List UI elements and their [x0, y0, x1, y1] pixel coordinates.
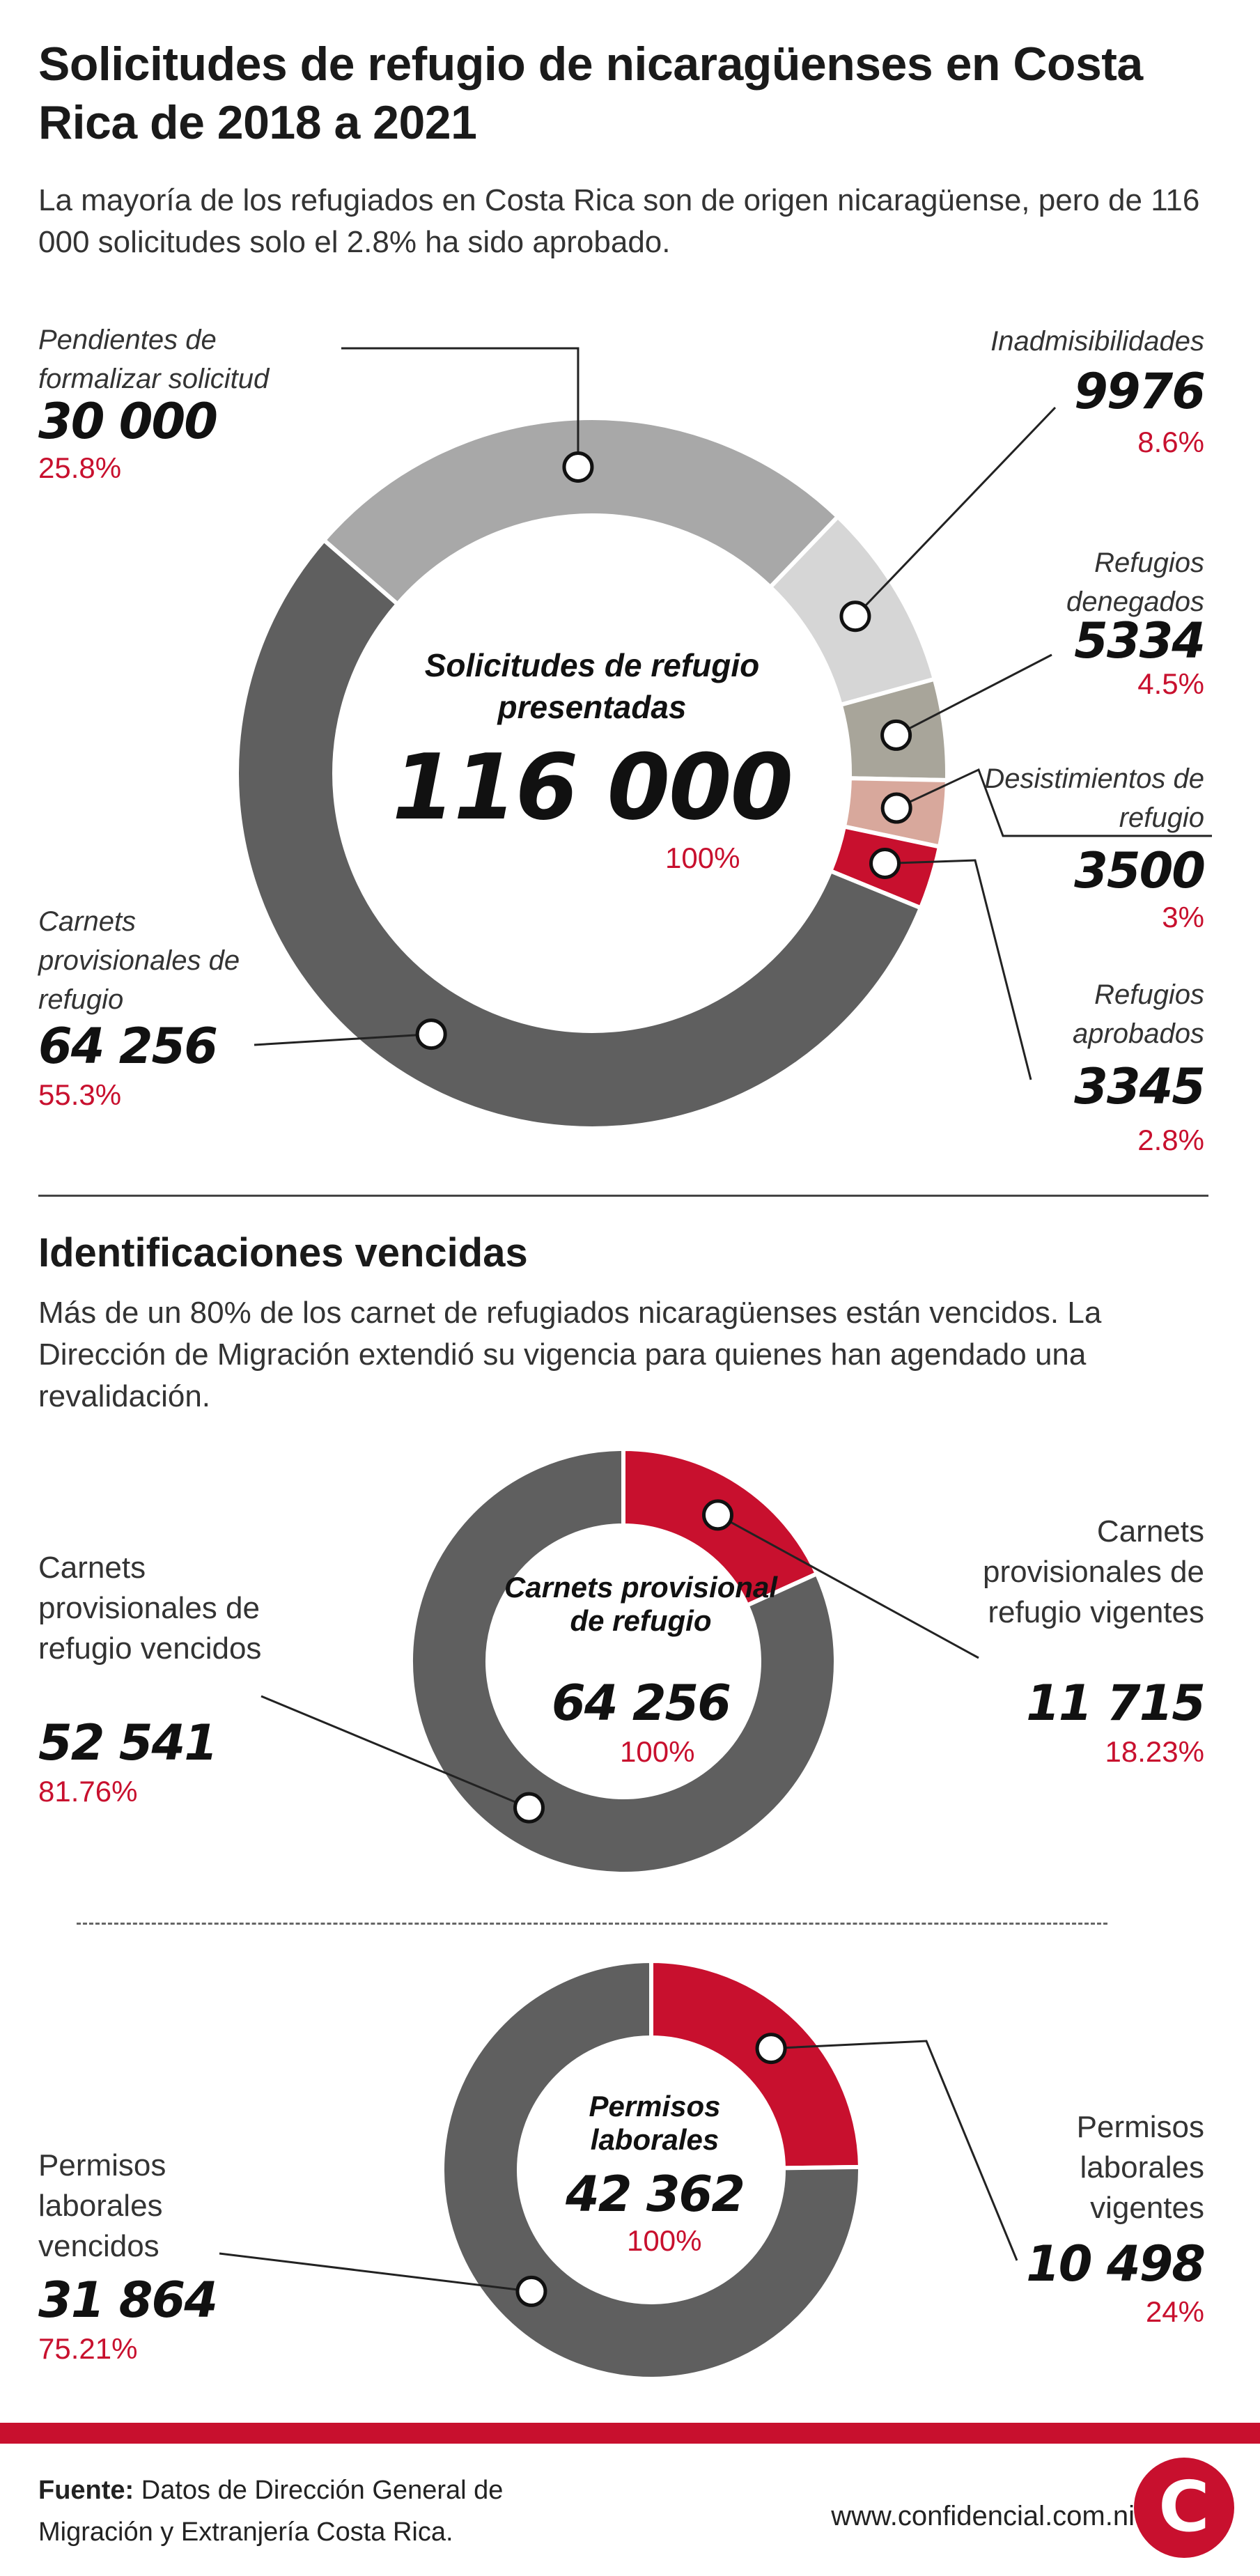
label-aprobados: Refugios aprobados	[1072, 979, 1204, 1049]
value-carnets: 64 256	[38, 1018, 217, 1075]
pct-carnets: 55.3%	[38, 1078, 122, 1111]
label-permisos-vigentes: Permisos laborales vigentes	[1076, 2110, 1204, 2225]
label-carnets: Carnets provisionales de refugio	[38, 906, 240, 1015]
dot-carnets-vencidos	[515, 1794, 543, 1822]
dot-denegados	[882, 721, 910, 749]
dashed-divider	[77, 1923, 1107, 1925]
chart3-center-value: 42 362	[566, 2166, 744, 2223]
dot-permisos-vigentes	[757, 2035, 785, 2063]
footer-accent-bar	[0, 2423, 1260, 2444]
value-denegados: 5334	[1074, 612, 1204, 669]
slice-pendientes	[324, 418, 838, 604]
section-paragraph: Más de un 80% de los carnet de refugiados nicaragüenses están vencidos. La Dirección de Migración extendió su vigencia para quienes han agendado una revalidación.	[38, 1296, 1102, 1413]
section-heading: Identificaciones vencidas	[38, 1230, 528, 1275]
confidencial-logo-icon	[1132, 2455, 1236, 2560]
website-link[interactable]: www.confidencial.com.ni	[831, 2501, 1135, 2531]
chart2-center-pct: 100%	[620, 1735, 695, 1768]
logo-letter: C	[1158, 2466, 1210, 2547]
chart3-center-label: Permisos laborales	[589, 2090, 721, 2156]
label-denegados: Refugios denegados	[1066, 548, 1204, 617]
source-label: Fuente:	[38, 2476, 134, 2505]
label-pendientes: Pendientes de formalizar solicitud	[38, 325, 270, 394]
pct-denegados: 4.5%	[1137, 667, 1204, 700]
dot-inadmisibilidades	[841, 603, 869, 630]
dot-pendientes	[564, 453, 592, 481]
value-carnets-vencidos: 52 541	[38, 1714, 217, 1771]
chart3-center-pct: 100%	[627, 2224, 702, 2257]
label-permisos-vencidos: Permisos laborales vencidos	[38, 2148, 166, 2263]
page-subtitle: La mayoría de los refugiados en Costa Rica son de origen nicaragüense, pero de 116 000 solicitudes solo el 2.8% ha sido aprobado.	[38, 183, 1200, 259]
pct-carnets-vencidos: 81.76%	[38, 1775, 138, 1808]
chart2-center-value: 64 256	[552, 1675, 730, 1732]
dot-desistimientos	[882, 794, 910, 822]
source-note	[38, 2469, 568, 2553]
dot-permisos-vencidos	[518, 2277, 545, 2305]
pct-permisos-vencidos: 75.21%	[38, 2332, 138, 2365]
chart1-center-value: 116 000	[392, 734, 792, 840]
label-inadmisibilidades: Inadmisibilidades	[990, 326, 1204, 357]
pct-aprobados: 2.8%	[1137, 1124, 1204, 1156]
label-carnets-vencidos: Carnets provisionales de refugio vencidos	[38, 1551, 262, 1666]
value-permisos-vencidos: 31 864	[38, 2272, 217, 2329]
value-inadmisibilidades: 9976	[1074, 363, 1204, 420]
source-text: Datos de Dirección General de Migración y Extranjería Costa Rica.	[38, 2476, 504, 2547]
pct-inadmisibilidades: 8.6%	[1137, 426, 1204, 458]
value-aprobados: 3345	[1074, 1058, 1204, 1115]
pct-permisos-vigentes: 24%	[1145, 2295, 1204, 2328]
value-permisos-vigentes: 10 498	[1026, 2235, 1204, 2292]
pct-carnets-vigentes: 18.23%	[1105, 1735, 1204, 1768]
dot-carnets	[417, 1021, 445, 1048]
chart2-center-label: Carnets provisional de refugio	[504, 1571, 778, 1637]
pct-desistimientos: 3%	[1162, 901, 1204, 933]
dot-carnets-vigentes	[703, 1501, 731, 1529]
chart1-center-label: Solicitudes de refugio presentadas	[424, 647, 760, 725]
pct-pendientes: 25.8%	[38, 451, 122, 484]
value-carnets-vigentes: 11 715	[1026, 1675, 1204, 1732]
section-divider	[38, 1195, 1208, 1197]
label-desistimientos: Desistimientos de refugio	[984, 763, 1204, 833]
value-pendientes: 30 000	[38, 393, 217, 450]
chart1-center-pct: 100%	[665, 841, 740, 874]
value-desistimientos: 3500	[1074, 842, 1204, 899]
dot-aprobados	[871, 850, 899, 878]
page-title: Solicitudes de refugio de nicaragüenses en Costa Rica de 2018 a 2021	[38, 38, 1143, 149]
label-carnets-vigentes: Carnets provisionales de refugio vigentes	[983, 1514, 1204, 1629]
